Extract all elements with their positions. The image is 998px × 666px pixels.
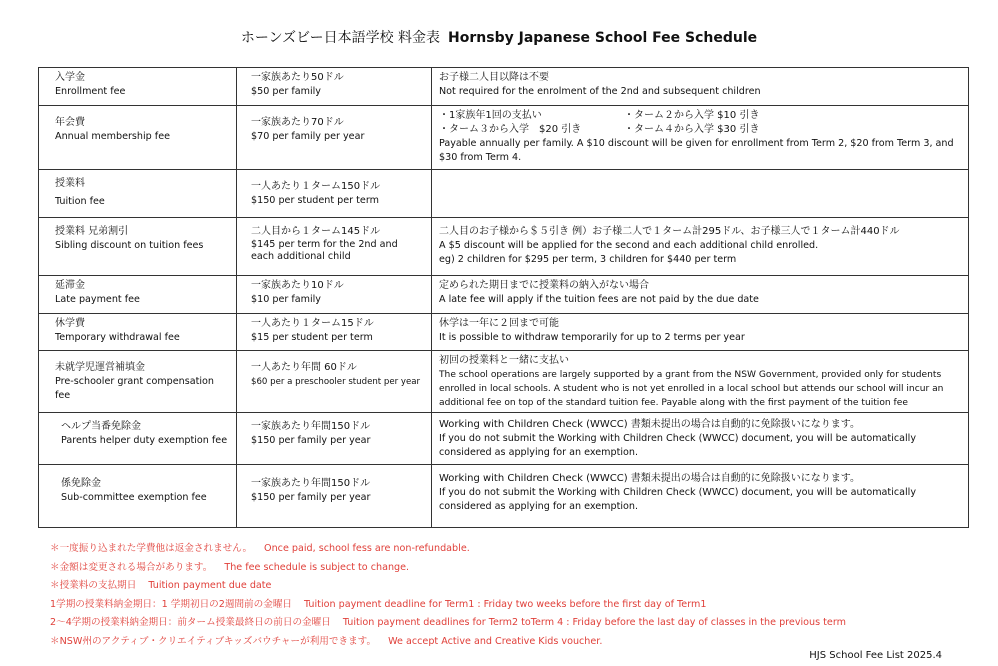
table-row xyxy=(39,351,969,413)
note-en-example: eg) 2 children for $295 per term, 3 children for $440 per term xyxy=(439,254,737,265)
note-en: The school operations are largely supported by a grant from the NSW Government, provided only for students enrolled in local schools. A student who is not yet enrolled in a local school but attends our school will incur an additional fee on top of the standard tuition fee. Payable along with the first payment of the tuition fee xyxy=(439,370,944,408)
note-en: If you do not submit the Working with Children Check (WWCC) document, you will be automatically considered as applying for an exemption. xyxy=(439,433,917,458)
table-row xyxy=(39,276,969,314)
note-line xyxy=(50,633,846,652)
item-jp: 未就学児運営補填金 xyxy=(55,362,145,373)
fee-en: $150 per family per year xyxy=(251,435,371,446)
note-en: If you do not submit the Working with Children Check (WWCC) document, you will be automatically considered as applying for an exemption. xyxy=(439,487,917,512)
table-row xyxy=(39,170,969,218)
fee-jp: 一家族あたり50ドル xyxy=(251,72,344,83)
fee-jp: 一人あたり１ターム150ドル xyxy=(251,181,381,192)
bullet-item: ・ターム４から入学 $30 引き xyxy=(624,124,760,135)
note-line xyxy=(50,559,846,578)
note-en: A $5 discount will be applied for the second and each additional child enrolled. xyxy=(439,240,819,251)
fee-jp: 一家族あたり年間150ドル xyxy=(251,421,371,432)
note-en: The fee schedule is subject to change. xyxy=(224,561,410,573)
fee-en: $10 per family xyxy=(251,294,321,305)
note-en: Payable annually per family. A $10 discount will be given for enrollment from Term 2, $20 from Term 3, and $30 from Term 4. xyxy=(439,138,954,163)
note-jp: 定められた期日までに授業料の納入がない場合 xyxy=(439,280,649,291)
note-jp: お子様二人目以降は不要 xyxy=(439,72,549,83)
item-en: Temporary withdrawal fee xyxy=(55,332,180,343)
note-en: We accept Active and Creative Kids voucher. xyxy=(388,635,603,647)
item-en: Sibling discount on tuition fees xyxy=(55,240,204,251)
note-jp: 1学期の授業料納金期日：1 学期初日の2週間前の金曜日 xyxy=(50,598,293,610)
note-jp: ＊NSW州のアクティブ・クリエイティブキッズバウチャーが利用できます。 xyxy=(50,635,377,647)
table-row xyxy=(39,218,969,276)
item-en: Parents helper duty exemption fee xyxy=(61,435,228,446)
bullet-item: ・ターム３から入学 $20 引き xyxy=(439,124,582,135)
note-en: It is possible to withdraw temporarily for up to 2 terms per year xyxy=(439,332,745,343)
note-jp: 二人目のお子様から＄５引き 例）お子様二人で１ターム計295ドル、お子様三人で１ターム計440ドル xyxy=(439,226,900,237)
item-jp: 延滞金 xyxy=(55,280,85,291)
note-en: A late fee will apply if the tuition fees are not paid by the due date xyxy=(439,294,759,305)
item-jp: 授業料 兄弟割引 xyxy=(55,226,129,237)
item-jp: 授業料 xyxy=(55,178,85,189)
note-jp: ＊金額は変更される場合があります。 xyxy=(50,561,213,573)
note-line xyxy=(50,540,846,559)
discount-bullets xyxy=(439,109,960,137)
fee-en: $50 per family xyxy=(251,86,321,97)
fee-jp: 一人あたり１ターム15ドル xyxy=(251,318,374,329)
table-row xyxy=(39,465,969,528)
fee-en: $70 per family per year xyxy=(251,131,365,142)
item-jp: 入学金 xyxy=(55,72,85,83)
table-row xyxy=(39,106,969,170)
note-jp: Working with Children Check (WWCC) 書類未提出の場合は自動的に免除扱いになります。 xyxy=(439,473,861,484)
fee-en: $145 per term for the 2nd and each additional child xyxy=(251,239,398,262)
item-jp: 休学費 xyxy=(55,318,85,329)
item-en: Late payment fee xyxy=(55,294,140,305)
item-en: Pre-schooler grant compensation fee xyxy=(55,376,214,401)
note-line xyxy=(50,577,846,596)
fee-en: $15 per student per term xyxy=(251,332,373,343)
notes-section xyxy=(50,540,846,651)
item-en: Annual membership fee xyxy=(55,131,170,142)
note-jp: ＊一度振り込まれた学費他は返金されません。 xyxy=(50,543,253,554)
item-en: Enrollment fee xyxy=(55,86,126,97)
note-jp: ＊授業料の支払期日 xyxy=(50,580,137,591)
fee-en: $150 per student per term xyxy=(251,195,379,206)
note-jp: Working with Children Check (WWCC) 書類未提出の場合は自動的に免除扱いになります。 xyxy=(439,419,861,430)
table-row xyxy=(39,413,969,465)
fee-jp: 一人あたり年間 60ドル xyxy=(251,362,357,373)
note-en: Once paid, school fess are non-refundable. xyxy=(264,543,470,554)
fee-en: $60 per a preschooler student per year xyxy=(251,377,421,387)
page-title xyxy=(0,27,998,47)
item-jp: 年会費 xyxy=(55,117,85,128)
fee-jp: 二人目から１ターム145ドル xyxy=(251,226,381,237)
fee-en: $150 per family per year xyxy=(251,492,371,503)
note-en: Tuition payment due date xyxy=(148,580,272,591)
item-jp: 係免除金 xyxy=(61,478,101,489)
fee-table xyxy=(38,67,969,528)
fee-jp: 一家族あたり10ドル xyxy=(251,280,344,291)
note-line xyxy=(50,596,846,615)
title-jp: ホーンズビー日本語学校 料金表 xyxy=(240,30,441,46)
item-jp: ヘルプ当番免除金 xyxy=(61,421,141,432)
fee-jp: 一家族あたり年間150ドル xyxy=(251,478,371,489)
bullet-item: ・ターム２から入学 $10 引き xyxy=(624,110,760,121)
note-jp: 2～4学期の授業料納金期日：前ターム授業最終日の前日の金曜日 xyxy=(50,617,331,628)
note-en: Tuition payment deadlines for Term2 toTerm 4 : Friday before the last day of classes in the previous term xyxy=(342,617,846,628)
note-en: Not required for the enrolment of the 2nd and subsequent children xyxy=(439,86,761,97)
document-footer: HJS School Fee List 2025.4 xyxy=(809,650,942,661)
title-en: Hornsby Japanese School Fee Schedule xyxy=(448,30,758,46)
table-row xyxy=(39,68,969,106)
table-row xyxy=(39,314,969,351)
note-en: Tuition payment deadline for Term1 : Friday two weeks before the first day of Term1 xyxy=(304,598,707,610)
item-en: Sub-committee exemption fee xyxy=(61,492,207,503)
note-line xyxy=(50,614,846,633)
note-jp: 初回の授業料と一緒に支払い xyxy=(439,355,569,366)
fee-jp: 一家族あたり70ドル xyxy=(251,117,344,128)
note-jp: 休学は一年に２回まで可能 xyxy=(439,318,559,329)
bullet-item: ・1家族年1回の支払い xyxy=(439,110,542,121)
item-en: Tuition fee xyxy=(55,196,105,207)
